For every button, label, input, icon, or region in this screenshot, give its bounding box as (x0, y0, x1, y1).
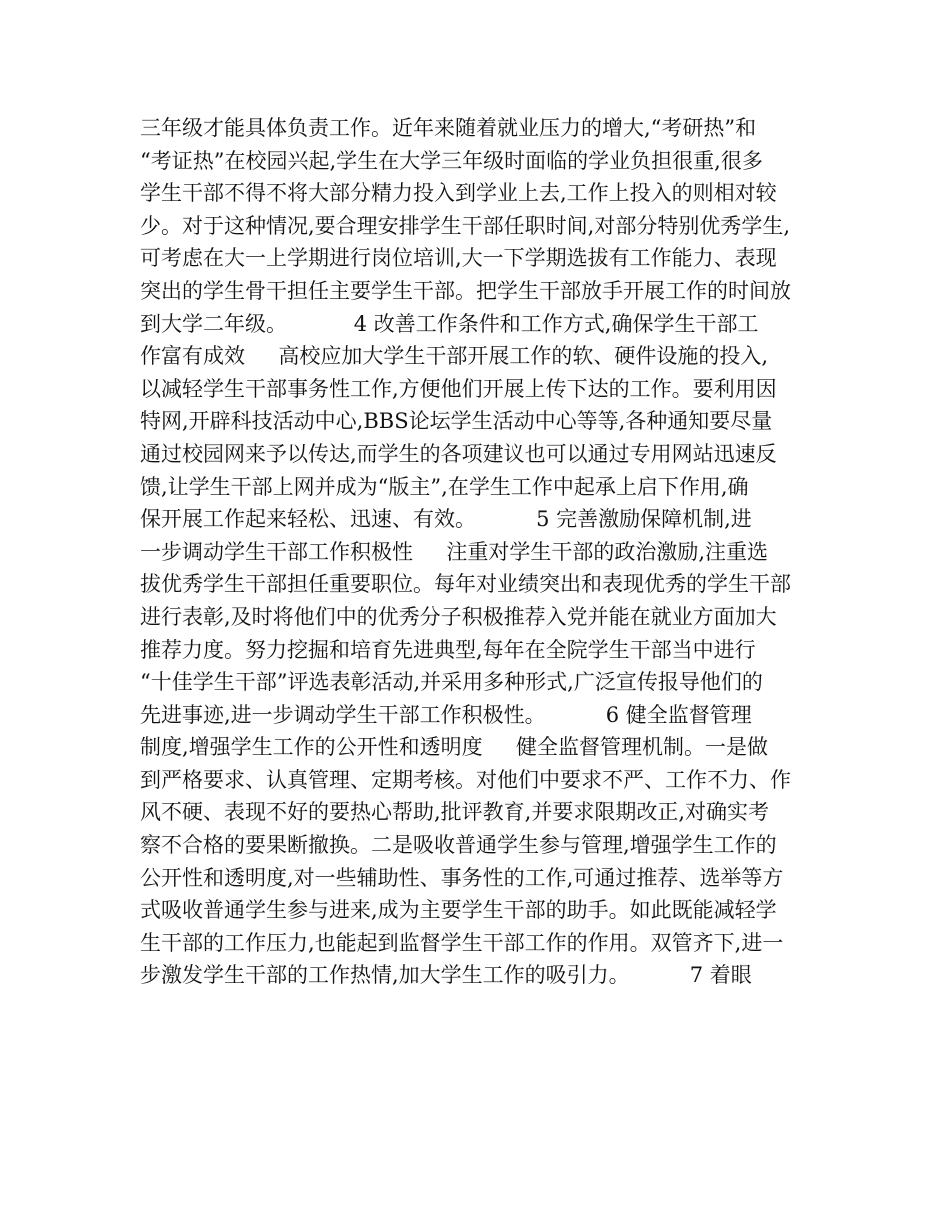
text-line: 少。对于这种情况,要合理安排学生干部任职时间,对部分特别优秀学生, (140, 213, 791, 238)
text-line: 可考虑在大一上学期进行岗位培训,大一下学期选拔有工作能力、表现 (140, 246, 777, 271)
text-line: 风不硬、表现不好的要热心帮助,批评教育,并要求限期改正,对确实考 (140, 800, 770, 825)
text-line: 到大学二年级。 4 改善工作条件和工作方式,确保学生干部工 (140, 311, 759, 336)
text-line: 一步调动学生干部工作积极性 注重对学生干部的政治激励,注重选 (140, 539, 769, 564)
text-line: 特网,开辟科技活动中心,BBS论坛学生活动中心等等,各种通知要尽量 (140, 409, 773, 434)
text-line: 突出的学生骨干担任主要学生干部。把学生干部放手开展工作的时间放 (140, 278, 791, 303)
text-line: “考证热”在校园兴起,学生在大学三年级时面临的学业负担很重,很多 (140, 148, 763, 173)
text-line: 三年级才能具体负责工作。近年来随着就业压力的增大,“考研热”和 (140, 116, 757, 140)
text-line: 步激发学生干部的工作热情,加大学生工作的吸引力。 7 着眼 (140, 963, 752, 988)
body-text (140, 112, 830, 992)
text-line: 馈,让学生干部上网并成为“版主”,在学生工作中起承上启下作用,确 (140, 474, 749, 499)
text-line: 到严格要求、认真管理、定期考核。对他们中要求不严、工作不力、作 (140, 767, 791, 792)
text-line: 公开性和透明度,对一些辅助性、事务性的工作,可通过推荐、选举等方 (140, 865, 784, 890)
text-line: 察不合格的要果断撤换。二是吸收普通学生参与管理,增强学生工作的 (140, 833, 777, 858)
text-line: 进行表彰,及时将他们中的优秀分子积极推荐入党并能在就业方面加大 (140, 604, 777, 629)
text-line: 先进事迹,进一步调动学生干部工作积极性。 6 健全监督管理 (140, 702, 752, 727)
text-line: 生干部的工作压力,也能起到监督学生干部工作的作用。双管齐下,进一 (140, 930, 784, 955)
text-line: 拔优秀学生干部担任重要职位。每年对业绩突出和表现优秀的学生干部 (140, 572, 791, 597)
text-line: “十佳学生干部”评选表彰活动,并采用多种形式,广泛宣传报导他们的 (140, 670, 763, 695)
text-line: 式吸收普通学生参与进来,成为主要学生干部的助手。如此既能减轻学 (140, 898, 777, 923)
text-line: 推荐力度。努力挖掘和培育先进典型,每年在全院学生干部当中进行 (140, 637, 756, 662)
text-line: 学生干部不得不将大部分精力投入到学业上去,工作上投入的则相对较 (140, 181, 777, 206)
text-line: 以减轻学生干部事务性工作,方便他们开展上传下达的工作。要利用因 (140, 376, 777, 401)
text-line: 作富有成效 高校应加大学生干部开展工作的软、硬件设施的投入, (140, 344, 769, 369)
text-line: 保开展工作起来轻松、迅速、有效。 5 完善激励保障机制,进 (140, 507, 752, 532)
text-line: 通过校园网来予以传达,而学生的各项建议也可以通过专用网站迅速反 (140, 441, 777, 466)
text-line: 制度,增强学生工作的公开性和透明度 健全监督管理机制。一是做 (140, 735, 769, 760)
